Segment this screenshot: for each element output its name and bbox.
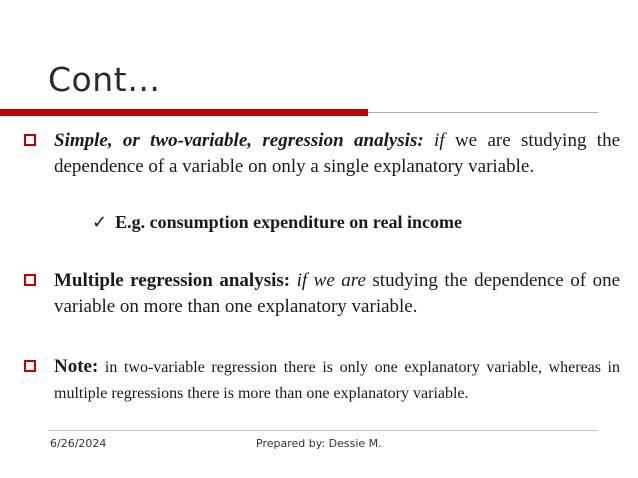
- bullet-lead: Simple, or two-variable, regression analysis:: [54, 130, 424, 151]
- bullet-lead: Note:: [54, 356, 99, 377]
- bullet-text: [54, 354, 620, 407]
- title-divider: [368, 112, 598, 113]
- square-bullet-icon: [24, 274, 36, 286]
- title-accent-bar: [0, 109, 368, 116]
- check-icon: ✓: [92, 212, 108, 233]
- footer-date: 6/26/2024: [50, 437, 107, 450]
- sub-bullet-text: E.g. consumption expenditure on real income: [115, 212, 462, 232]
- square-bullet-icon: [24, 134, 36, 146]
- bullet-text: [54, 268, 620, 320]
- bullet-text: [54, 128, 620, 180]
- footer-divider: [48, 430, 598, 431]
- bullet-simple-regression: [24, 128, 620, 180]
- bullet-emphasis: if we are: [296, 270, 366, 291]
- bullet-rest: we are studying the dependence of a variable on only a single explanatory variable.: [54, 130, 621, 177]
- square-bullet-icon: [24, 360, 36, 372]
- bullet-emphasis: if: [434, 130, 445, 151]
- bullet-lead: Multiple regression analysis:: [54, 270, 291, 291]
- slide-title: Cont…: [48, 60, 161, 99]
- bullet-rest: studying the dependence of one variable on more than one explanatory variable.: [54, 270, 621, 317]
- bullet-rest: in two-variable regression there is only one explanatory variable, whereas in multiple regressions there is more than one explanatory variable.: [54, 359, 620, 402]
- bullet-note: [24, 354, 620, 407]
- footer-author: Prepared by: Dessie M.: [256, 437, 382, 450]
- sub-bullet-example: [92, 209, 462, 236]
- bullet-multiple-regression: [24, 268, 620, 320]
